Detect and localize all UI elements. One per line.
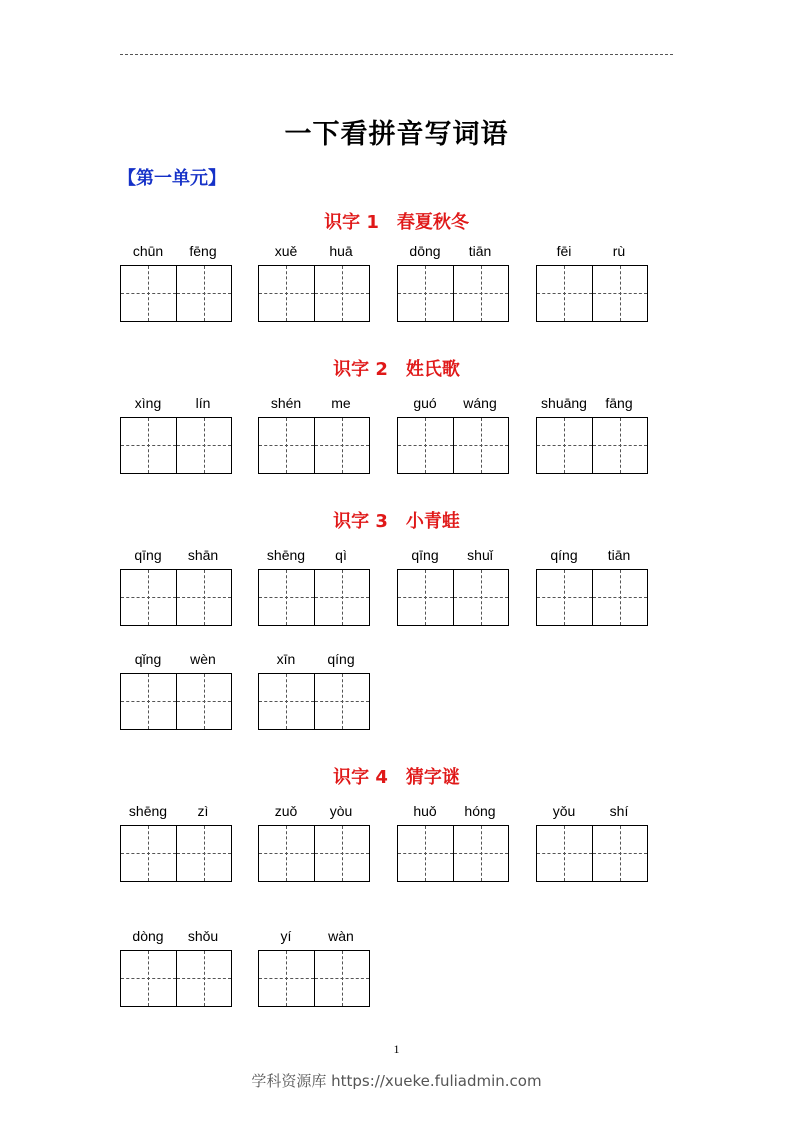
- character-box: [398, 266, 453, 321]
- word-block: [120, 803, 232, 881]
- word-block: [536, 803, 648, 881]
- writing-grid: [120, 569, 232, 626]
- section-title-1: 识字 1 春夏秋冬: [324, 212, 469, 233]
- pinyin-label: qíng: [327, 651, 355, 667]
- word-block: [120, 395, 232, 473]
- word-block: [258, 803, 370, 881]
- pinyin-label: wèn: [190, 651, 216, 667]
- word-block: [120, 651, 232, 729]
- writing-grid: [258, 417, 370, 474]
- character-box: [537, 826, 592, 881]
- pinyin-label: dōng: [409, 243, 441, 259]
- character-box: [314, 826, 369, 881]
- footer-watermark: 学科资源库 https://xueke.fuliadmin.com: [251, 1072, 542, 1090]
- character-box: [259, 951, 314, 1006]
- character-box: [121, 951, 176, 1006]
- character-box: [176, 418, 231, 473]
- writing-grid: [258, 569, 370, 626]
- character-box: [176, 951, 231, 1006]
- character-box: [176, 674, 231, 729]
- pinyin-label: dòng: [132, 928, 164, 944]
- word-block: [397, 547, 509, 625]
- character-box: [314, 951, 369, 1006]
- writing-grid: [397, 265, 509, 322]
- pinyin-label: huā: [329, 243, 353, 259]
- pinyin-label: chūn: [132, 243, 164, 259]
- character-box: [453, 266, 508, 321]
- character-box: [592, 570, 647, 625]
- page-number: 1: [393, 1042, 400, 1056]
- character-box: [314, 418, 369, 473]
- pinyin-label: fēi: [556, 243, 572, 259]
- character-box: [537, 418, 592, 473]
- character-box: [121, 674, 176, 729]
- character-box: [259, 674, 314, 729]
- character-box: [259, 418, 314, 473]
- character-box: [537, 570, 592, 625]
- pinyin-label: zuǒ: [274, 803, 298, 819]
- pinyin-label: guó: [413, 395, 437, 411]
- character-box: [453, 826, 508, 881]
- unit-heading: 【第一单元】: [118, 168, 226, 189]
- character-box: [398, 826, 453, 881]
- pinyin-label: yí: [280, 928, 292, 944]
- pinyin-label: lín: [195, 395, 211, 411]
- word-block: [258, 928, 370, 1006]
- character-box: [537, 266, 592, 321]
- pinyin-label: qǐng: [134, 651, 162, 667]
- writing-grid: [120, 417, 232, 474]
- character-box: [398, 570, 453, 625]
- word-block: [258, 395, 370, 473]
- pinyin-label: shēng: [128, 803, 168, 819]
- section-title-4: 识字 4 猜字谜: [333, 767, 460, 788]
- pinyin-label: fāng: [605, 395, 633, 411]
- word-block: [536, 395, 648, 473]
- word-block: [120, 928, 232, 1006]
- writing-grid: [258, 950, 370, 1007]
- word-block: [120, 243, 232, 321]
- pinyin-label: qì: [335, 547, 347, 563]
- top-dashed-rule: [120, 54, 673, 55]
- character-box: [176, 826, 231, 881]
- writing-grid: [258, 265, 370, 322]
- pinyin-label: qíng: [550, 547, 578, 563]
- character-box: [592, 266, 647, 321]
- pinyin-label: fēng: [189, 243, 217, 259]
- word-block: [536, 547, 648, 625]
- pinyin-label: shǒu: [187, 928, 219, 944]
- pinyin-label: rù: [612, 243, 626, 259]
- writing-grid: [120, 673, 232, 730]
- character-box: [259, 826, 314, 881]
- character-box: [314, 266, 369, 321]
- pinyin-label: shēng: [266, 547, 306, 563]
- page-title: 一下看拼音写词语: [284, 119, 509, 150]
- character-box: [121, 266, 176, 321]
- pinyin-label: wáng: [463, 395, 497, 411]
- pinyin-label: tiān: [468, 243, 492, 259]
- word-block: [397, 395, 509, 473]
- pinyin-label: me: [331, 395, 351, 411]
- character-box: [592, 826, 647, 881]
- character-box: [314, 570, 369, 625]
- word-block: [258, 243, 370, 321]
- writing-grid: [397, 569, 509, 626]
- section-title-3: 识字 3 小青蛙: [333, 511, 460, 532]
- pinyin-label: wàn: [328, 928, 354, 944]
- character-box: [259, 266, 314, 321]
- character-box: [259, 570, 314, 625]
- pinyin-label: yǒu: [552, 803, 576, 819]
- pinyin-label: xuě: [274, 243, 298, 259]
- writing-grid: [397, 417, 509, 474]
- pinyin-label: hóng: [464, 803, 496, 819]
- character-box: [121, 418, 176, 473]
- character-box: [121, 570, 176, 625]
- pinyin-label: shén: [270, 395, 302, 411]
- word-block: [397, 803, 509, 881]
- pinyin-label: yòu: [329, 803, 353, 819]
- writing-grid: [258, 825, 370, 882]
- character-box: [592, 418, 647, 473]
- writing-grid: [120, 950, 232, 1007]
- writing-grid: [120, 265, 232, 322]
- pinyin-label: tiān: [607, 547, 631, 563]
- writing-grid: [536, 265, 648, 322]
- character-box: [176, 266, 231, 321]
- word-block: [536, 243, 648, 321]
- section-title-2: 识字 2 姓氏歌: [333, 359, 460, 380]
- character-box: [176, 570, 231, 625]
- pinyin-label: zì: [197, 803, 209, 819]
- character-box: [121, 826, 176, 881]
- writing-grid: [536, 417, 648, 474]
- word-block: [258, 547, 370, 625]
- pinyin-label: qīng: [134, 547, 162, 563]
- character-box: [398, 418, 453, 473]
- character-box: [314, 674, 369, 729]
- pinyin-label: huǒ: [413, 803, 437, 819]
- pinyin-label: xìng: [134, 395, 162, 411]
- pinyin-label: shuǐ: [467, 547, 493, 563]
- character-box: [453, 570, 508, 625]
- pinyin-label: xīn: [276, 651, 296, 667]
- writing-grid: [258, 673, 370, 730]
- pinyin-label: shí: [609, 803, 629, 819]
- pinyin-label: qīng: [411, 547, 439, 563]
- pinyin-label: shān: [187, 547, 219, 563]
- character-box: [453, 418, 508, 473]
- writing-grid: [536, 569, 648, 626]
- word-block: [120, 547, 232, 625]
- word-block: [397, 243, 509, 321]
- writing-grid: [536, 825, 648, 882]
- pinyin-label: shuāng: [541, 395, 587, 411]
- writing-grid: [397, 825, 509, 882]
- word-block: [258, 651, 370, 729]
- writing-grid: [120, 825, 232, 882]
